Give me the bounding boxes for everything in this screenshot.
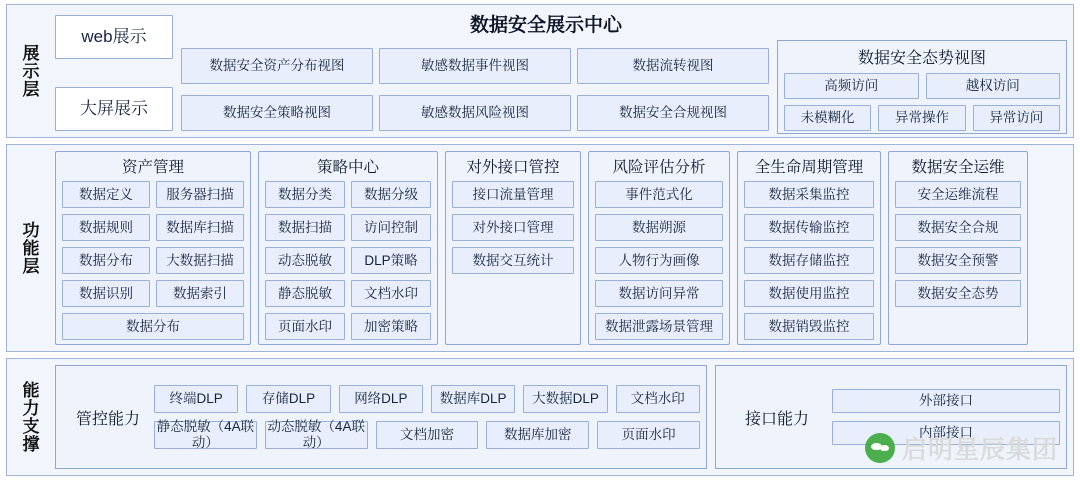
policy-row <box>265 214 431 241</box>
control-document-watermark[interactable]: 文档水印 <box>616 385 700 413</box>
layer-capability <box>6 358 1074 476</box>
asset-row <box>62 214 244 241</box>
control-storage-dlp[interactable]: 存储DLP <box>246 385 330 413</box>
situation-high-frequency-access[interactable]: 高频访问 <box>784 73 919 99</box>
group-security-operations <box>888 151 1028 345</box>
control-row <box>154 385 700 413</box>
risk-event-normalization[interactable]: 事件范式化 <box>595 181 723 208</box>
situation-abnormal-operation[interactable]: 异常操作 <box>878 105 965 131</box>
group-title-security-operations: 数据安全运维 <box>911 159 1005 176</box>
group-title-risk-assessment: 风险评估分析 <box>612 159 706 176</box>
group-asset-management <box>55 151 251 345</box>
view-sensitive-risk[interactable]: 敏感数据风险视图 <box>379 95 571 131</box>
asset-data-definition[interactable]: 数据定义 <box>62 181 150 208</box>
ops-row <box>895 280 1021 307</box>
ops-row <box>895 214 1021 241</box>
policy-data-grading[interactable]: 数据分级 <box>351 181 431 208</box>
api-capability-row <box>832 421 1060 445</box>
layer-display <box>6 4 1074 138</box>
ops-data-security-alert[interactable]: 数据安全预警 <box>895 247 1021 274</box>
policy-row <box>265 247 431 274</box>
ops-data-security-compliance[interactable]: 数据安全合规 <box>895 214 1021 241</box>
api-row <box>452 214 574 241</box>
layer-function-body <box>51 145 1073 351</box>
risk-data-traceability[interactable]: 数据朔源 <box>595 214 723 241</box>
situation-unmasked[interactable]: 未模糊化 <box>784 105 871 131</box>
policy-static-masking[interactable]: 静态脱敏 <box>265 280 345 307</box>
display-views-row <box>181 48 769 84</box>
risk-row <box>595 181 723 208</box>
control-static-masking-4a[interactable]: 静态脱敏（4A联动） <box>154 421 257 449</box>
ops-row <box>895 181 1021 208</box>
asset-data-index[interactable]: 数据索引 <box>156 280 244 307</box>
policy-data-scan[interactable]: 数据扫描 <box>265 214 345 241</box>
situation-privilege-escalation-access[interactable]: 越权访问 <box>926 73 1061 99</box>
ops-security-workflow[interactable]: 安全运维流程 <box>895 181 1021 208</box>
lifecycle-row <box>744 181 874 208</box>
policy-document-watermark[interactable]: 文档水印 <box>351 280 431 307</box>
policy-page-watermark[interactable]: 页面水印 <box>265 313 345 340</box>
lifecycle-row <box>744 280 874 307</box>
view-sensitive-events[interactable]: 敏感数据事件视图 <box>379 48 571 84</box>
situation-row <box>784 73 1060 99</box>
asset-row <box>62 280 244 307</box>
policy-dynamic-masking[interactable]: 动态脱敏 <box>265 247 345 274</box>
control-database-encryption[interactable]: 数据库加密 <box>486 421 589 449</box>
layer-display-body <box>51 5 1073 137</box>
group-lifecycle-management <box>737 151 881 345</box>
risk-row <box>595 313 723 340</box>
group-title-asset-management: 资产管理 <box>121 159 184 176</box>
control-network-dlp[interactable]: 网络DLP <box>339 385 423 413</box>
api-traffic-management[interactable]: 接口流量管理 <box>452 181 574 208</box>
layer-capability-body <box>51 359 1073 475</box>
group-api-capability <box>715 365 1067 469</box>
asset-row <box>62 181 244 208</box>
risk-user-behavior-profile[interactable]: 人物行为画像 <box>595 247 723 274</box>
group-title-external-api-control: 对外接口管控 <box>466 159 560 176</box>
layer-capability-label: 能力支撑 <box>19 381 39 453</box>
view-compliance[interactable]: 数据安全合规视图 <box>577 95 769 131</box>
asset-data-identification[interactable]: 数据识别 <box>62 280 150 307</box>
api-row <box>452 181 574 208</box>
situation-row <box>784 105 1060 131</box>
asset-bigdata-scan[interactable]: 大数据扫描 <box>156 247 244 274</box>
asset-row <box>62 313 244 340</box>
watermark-text: 启明星辰集团 <box>901 436 1058 464</box>
control-bigdata-dlp[interactable]: 大数据DLP <box>523 385 607 413</box>
display-channel-bigscreen[interactable]: 大屏展示 <box>55 87 173 131</box>
display-channel-web[interactable]: web展示 <box>55 15 173 59</box>
risk-row <box>595 247 723 274</box>
group-control-capability <box>55 365 707 469</box>
control-row <box>154 421 700 449</box>
lifecycle-row <box>744 313 874 340</box>
asset-data-rules[interactable]: 数据规则 <box>62 214 150 241</box>
group-title-api-capability: 接口能力 <box>744 410 809 428</box>
policy-encryption-policy[interactable]: 加密策略 <box>351 313 431 340</box>
policy-dlp-policy[interactable]: DLP策略 <box>351 247 431 274</box>
lifecycle-destruction-monitoring[interactable]: 数据销毁监控 <box>744 313 874 340</box>
policy-data-classification[interactable]: 数据分类 <box>265 181 345 208</box>
layer-function-label: 功能层 <box>19 221 39 275</box>
risk-abnormal-data-access[interactable]: 数据访问异常 <box>595 280 723 307</box>
situation-abnormal-access[interactable]: 异常访问 <box>973 105 1060 131</box>
policy-row <box>265 280 431 307</box>
risk-leak-scenario-management[interactable]: 数据泄露场景管理 <box>595 313 723 340</box>
situation-group-title: 数据安全态势视图 <box>857 50 986 67</box>
page-title: 数据安全展示中心 <box>469 15 622 36</box>
asset-data-distribution[interactable]: 数据分布 <box>62 247 150 274</box>
api-capability-row <box>832 389 1060 413</box>
asset-data-distribution-wide[interactable]: 数据分布 <box>62 313 244 340</box>
control-endpoint-dlp[interactable]: 终端DLP <box>154 385 238 413</box>
api-data-exchange-statistics[interactable]: 数据交互统计 <box>452 247 574 274</box>
ops-data-security-situation[interactable]: 数据安全态势 <box>895 280 1021 307</box>
api-row <box>452 247 574 274</box>
risk-row <box>595 280 723 307</box>
display-channel-group <box>55 14 173 134</box>
lifecycle-transmission-monitoring[interactable]: 数据传输监控 <box>744 214 874 241</box>
policy-access-control[interactable]: 访问控制 <box>351 214 431 241</box>
display-views-row <box>181 95 769 131</box>
lifecycle-collection-monitoring[interactable]: 数据采集监控 <box>744 181 874 208</box>
group-title-control-capability: 管控能力 <box>75 410 140 428</box>
api-external-management[interactable]: 对外接口管理 <box>452 214 574 241</box>
view-asset-distribution[interactable]: 数据安全资产分布视图 <box>181 48 373 84</box>
view-security-policy[interactable]: 数据安全策略视图 <box>181 95 373 131</box>
control-database-dlp[interactable]: 数据库DLP <box>431 385 515 413</box>
policy-row <box>265 313 431 340</box>
risk-row <box>595 214 723 241</box>
situation-group <box>777 40 1067 134</box>
lifecycle-usage-monitoring[interactable]: 数据使用监控 <box>744 280 874 307</box>
asset-server-scan[interactable]: 服务器扫描 <box>156 181 244 208</box>
lifecycle-row <box>744 214 874 241</box>
group-title-policy-center: 策略中心 <box>316 159 379 176</box>
api-internal-interface[interactable]: 内部接口 <box>832 421 1060 445</box>
control-page-watermark[interactable]: 页面水印 <box>597 421 700 449</box>
asset-row <box>62 247 244 274</box>
group-external-api-control <box>445 151 581 345</box>
ops-row <box>895 247 1021 274</box>
view-data-flow[interactable]: 数据流转视图 <box>577 48 769 84</box>
control-dynamic-masking-4a[interactable]: 动态脱敏（4A联动） <box>265 421 368 449</box>
control-document-encryption[interactable]: 文档加密 <box>376 421 479 449</box>
lifecycle-storage-monitoring[interactable]: 数据存储监控 <box>744 247 874 274</box>
policy-row <box>265 181 431 208</box>
group-risk-assessment <box>588 151 730 345</box>
group-policy-center <box>258 151 438 345</box>
display-views-group <box>181 40 769 134</box>
group-title-lifecycle-management: 全生命周期管理 <box>754 159 864 176</box>
layer-display-label: 展示层 <box>19 44 39 98</box>
api-external-interface[interactable]: 外部接口 <box>832 389 1060 413</box>
layer-function <box>6 144 1074 352</box>
asset-database-scan[interactable]: 数据库扫描 <box>156 214 244 241</box>
lifecycle-row <box>744 247 874 274</box>
